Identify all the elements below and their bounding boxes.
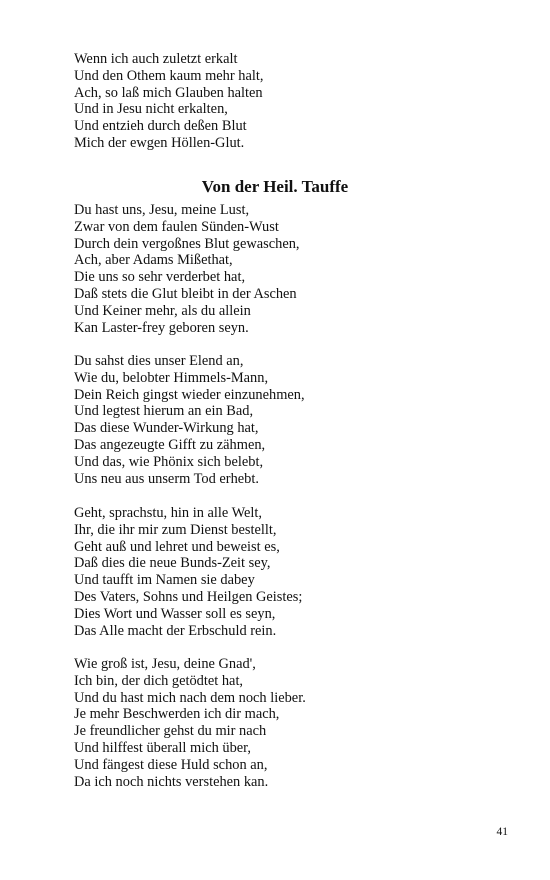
verse-line: Wie groß ist, Jesu, deine Gnad',	[74, 656, 256, 672]
verse-line: Uns neu aus unserm Tod erhebt.	[74, 470, 259, 487]
verse-line: Ach, so laß mich Glauben halten	[74, 84, 263, 101]
verse-line: Du hast uns, Jesu, meine Lust,	[74, 202, 250, 218]
verse-line: Und fängest diese Huld schon an,	[74, 756, 268, 773]
verse-line: Und in Jesu nicht erkalten,	[74, 101, 228, 118]
verse-line: Und hilffest überall mich über,	[74, 739, 251, 756]
verse-line: Des Vaters, Sohns und Heilgen Geistes;	[74, 588, 303, 605]
verse-line: Ihr, die ihr mir zum Dienst bestellt,	[74, 521, 277, 538]
verse-line: Dein Reich gingst wieder einzunehmen,	[74, 386, 305, 403]
verse-line: Da ich noch nichts verstehen kan.	[74, 773, 269, 790]
verse-line: Kan Laster-frey geboren seyn.	[74, 319, 249, 336]
stanza-3	[74, 353, 514, 487]
verse-line: Geht, sprachstu, hin in alle Welt,	[74, 505, 263, 521]
verse-line: Und den Othem kaum mehr halt,	[74, 67, 264, 84]
verse-line: Mich der ewgen Höllen-Glut.	[74, 134, 245, 151]
verse-line: Du sahst dies unser Elend an,	[74, 353, 244, 369]
verse-line: Geht auß und lehret und beweist es,	[74, 538, 280, 555]
stanza-5	[74, 656, 514, 790]
verse-line: Und entzieh durch deßen Blut	[74, 118, 247, 135]
verse-line: Je mehr Beschwerden ich dir mach,	[74, 706, 280, 723]
verse-line: Ach, aber Adams Mißethat,	[74, 252, 233, 269]
verse-line: Und das, wie Phönix sich belebt,	[74, 453, 264, 470]
verse-line: Ich bin, der dich getödtet hat,	[74, 672, 244, 689]
stanza-4	[74, 505, 514, 639]
verse-line: Daß dies die neue Bunds-Zeit sey,	[74, 555, 271, 572]
verse-line: Zwar von dem faulen Sünden-Wust	[74, 218, 279, 235]
verse-line: Das diese Wunder-Wirkung hat,	[74, 420, 259, 437]
verse-line: Und legtest hierum an ein Bad,	[74, 403, 254, 420]
section-heading: Von der Heil. Tauffe	[201, 177, 349, 196]
verse-line: Wie du, belobter Himmels-Mann,	[74, 369, 269, 386]
verse-line: Und taufft im Namen sie dabey	[74, 572, 255, 589]
verse-line: Und Keiner mehr, als du allein	[74, 302, 251, 319]
verse-line: Durch dein vergoßnes Blut gewaschen,	[74, 235, 300, 252]
verse-line: Daß stets die Glut bleibt in der Aschen	[74, 285, 297, 302]
verse-line: Je freundlicher gehst du mir nach	[74, 723, 267, 740]
verse-line: Und du hast mich nach dem noch lieber.	[74, 689, 306, 706]
verse-line: Wenn ich auch zuletzt erkalt	[74, 51, 238, 67]
verse-line: Das Alle macht der Erbschuld rein.	[74, 622, 277, 639]
verse-line: Dies Wort und Wasser soll es seyn,	[74, 605, 276, 622]
stanza-2	[74, 202, 514, 336]
verse-line: Das angezeugte Gifft zu zähmen,	[74, 436, 266, 453]
page-number: 41	[496, 826, 508, 838]
stanza-1	[74, 51, 514, 152]
verse-line: Die uns so sehr verderbet hat,	[74, 269, 246, 286]
